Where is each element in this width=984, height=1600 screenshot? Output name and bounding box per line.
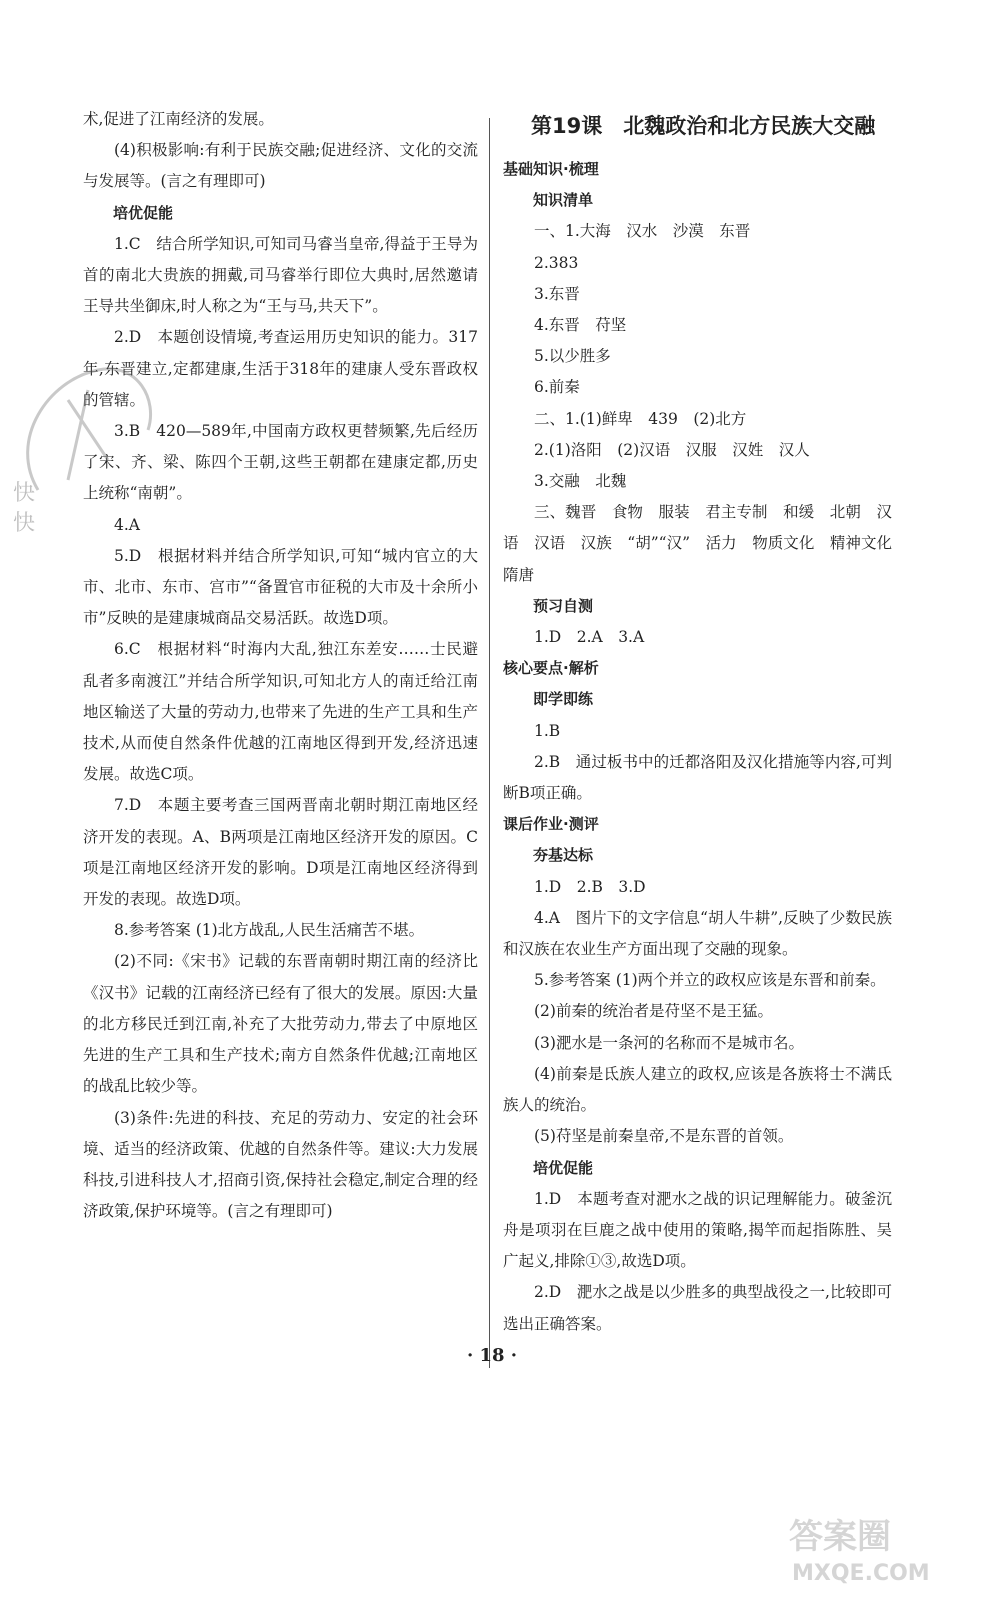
left-paragraph: (4)积极影响:有利于民族交融;促进经济、文化的交流与发展等。(言之有理即可) bbox=[83, 141, 478, 191]
watermark-logo bbox=[784, 1508, 964, 1588]
right-paragraph: 一、1.大海 汉水 沙漠 东晋 bbox=[534, 222, 751, 241]
right-paragraph: 夯基达标 bbox=[533, 846, 594, 865]
right-paragraph: 4.A 图片下的文字信息“胡人牛耕”,反映了少数民族和汉族在农业生产方面出现了交融的现象。 bbox=[503, 908, 892, 959]
right-paragraph: 5.以少胜多 bbox=[534, 347, 611, 366]
right-paragraph: 5.参考答案 (1)两个并立的政权应该是东晋和前秦。 bbox=[534, 971, 886, 990]
right-paragraph: 2.B 通过板书中的迁都洛阳及汉化措施等内容,可判断B项正确。 bbox=[503, 752, 892, 803]
left-paragraph: 培优促能 bbox=[113, 203, 174, 222]
svg-text:快: 快 bbox=[13, 511, 36, 536]
right-paragraph: 基础知识·梳理 bbox=[503, 160, 599, 178]
right-paragraph: 即学即练 bbox=[533, 690, 594, 709]
left-paragraph: 4.A bbox=[114, 515, 140, 534]
left-paragraph: 1.C 结合所学知识,可知司马睿当皇帝,得益于王导为首的南北大贵族的拥戴,司马睿举行即位大典时,居然邀请王导共坐御床,时人称之为“王与马,共天下”。 bbox=[83, 234, 478, 316]
right-paragraph: 二、1.(1)鲜卑 439 (2)北方 bbox=[534, 409, 747, 428]
right-paragraph: 2.(1)洛阳 (2)汉语 汉服 汉姓 汉人 bbox=[534, 440, 810, 459]
right-paragraph: 1.B bbox=[534, 721, 561, 740]
right-paragraph: 课后作业·测评 bbox=[503, 815, 599, 834]
right-paragraph: (4)前秦是氐族人建立的政权,应该是各族将士不满氐族人的统治。 bbox=[503, 1064, 892, 1115]
left-paragraph: 2.D 本题创设情境,考查运用历史知识的能力。317年,东晋建立,定都建康,生活于318年的建康人受东晋政权的管辖。 bbox=[83, 328, 478, 409]
left-paragraph: 5.D 根据材料并结合所学知识,可知“城内官立的大市、北市、东市、宫市”“备置官市征税的大市及十余所小市”反映的是建康城商品交易活跃。故选D项。 bbox=[83, 546, 478, 628]
right-paragraph: 3.东晋 bbox=[534, 284, 580, 303]
right-paragraph: 三、魏晋 食物 服装 君主专制 和缓 北朝 汉语 汉语 汉族 “胡”“汉” 活力 物质文化 精神文化 隋唐 bbox=[503, 503, 908, 584]
right-paragraph: 培优促能 bbox=[533, 1158, 594, 1177]
right-paragraph: (5)苻坚是前秦皇帝,不是东晋的首领。 bbox=[534, 1127, 794, 1146]
right-paragraph: (3)淝水是一条河的名称而不是城市名。 bbox=[534, 1033, 804, 1052]
right-paragraph: 预习自测 bbox=[533, 596, 594, 615]
right-column bbox=[503, 104, 908, 1340]
left-paragraph: (2)不同:《宋书》记载的东晋南朝时期江南的经济比《汉书》记载的江南经济已经有了很大的发展。原因:大量的北方移民迁到江南,补充了大批劳动力,带去了中原地区先进的生产工具和生产技术;南方自然条件优越;江南地区的战乱比较少等。 bbox=[83, 952, 478, 1096]
left-column bbox=[83, 104, 478, 1227]
kuaidui-stamp-image bbox=[8, 340, 178, 540]
right-paragraph: 知识清单 bbox=[533, 191, 594, 210]
left-paragraph: 7.D 本题主要考查三国两晋南北朝时期江南地区经济开发的表现。A、B两项是江南地区经济开发的原因。C项是江南地区经济开发的影响。D项是江南地区经济得到开发的表现。故选D项。 bbox=[83, 796, 478, 909]
left-paragraph: 6.C 根据材料“时海内大乱,独江东差安……士民避乱者多南渡江”并结合所学知识,可知北方人的南迁给江南地区输送了大量的劳动力,也带来了先进的生产工具和生产技术,从而使自然条件优越的江南地区得到开发,经济迅速发展。故选C项。 bbox=[83, 640, 478, 784]
right-paragraph: 2.D 淝水之战是以少胜多的典型战役之一,比较即可选出正确答案。 bbox=[503, 1283, 892, 1333]
right-paragraph: (2)前秦的统治者是苻坚不是王猛。 bbox=[534, 1002, 773, 1021]
right-paragraph: 6.前秦 bbox=[534, 378, 580, 397]
right-paragraph: 1.D 2.B 3.D bbox=[534, 877, 646, 896]
svg-text:答案圈: 答案圈 bbox=[789, 1517, 891, 1557]
svg-text:MXQE.COM: MXQE.COM bbox=[792, 1561, 930, 1586]
left-paragraph: 8.参考答案 (1)北方战乱,人民生活痛苦不堪。 bbox=[114, 921, 425, 940]
left-paragraph: (3)条件:先进的科技、充足的劳动力、安定的社会环境、适当的经济政策、优越的自然条件等。建议:大力发展科技,引进科技人才,招商引资,保持社会稳定,制定合理的经济政策,保护环境等。(言之有理即可) bbox=[83, 1108, 478, 1221]
right-paragraph: 1.D 2.A 3.A bbox=[534, 628, 645, 647]
left-paragraph: 术,促进了江南经济的发展。 bbox=[83, 110, 274, 128]
page-number: · 18 · bbox=[466, 1345, 518, 1366]
column-divider bbox=[489, 118, 490, 1368]
lesson-title: 第19课 北魏政治和北方民族大交融 bbox=[531, 114, 876, 138]
left-paragraph: 3.B 420—589年,中国南方政权更替频繁,先后经历了宋、齐、梁、陈四个王朝,这些王朝都在建康定都,历史上统称“南朝”。 bbox=[83, 422, 478, 503]
right-paragraph: 核心要点·解析 bbox=[503, 659, 599, 678]
svg-text:快: 快 bbox=[13, 481, 36, 506]
right-paragraph: 1.D 本题考查对淝水之战的识记理解能力。破釜沉舟是项羽在巨鹿之战中使用的策略,揭竿而起指陈胜、吴广起义,排除①③,故选D项。 bbox=[503, 1189, 892, 1271]
right-paragraph: 2.383 bbox=[534, 253, 579, 272]
right-paragraph: 3.交融 北魏 bbox=[534, 472, 627, 491]
right-paragraph: 4.东晋 苻坚 bbox=[534, 316, 627, 335]
